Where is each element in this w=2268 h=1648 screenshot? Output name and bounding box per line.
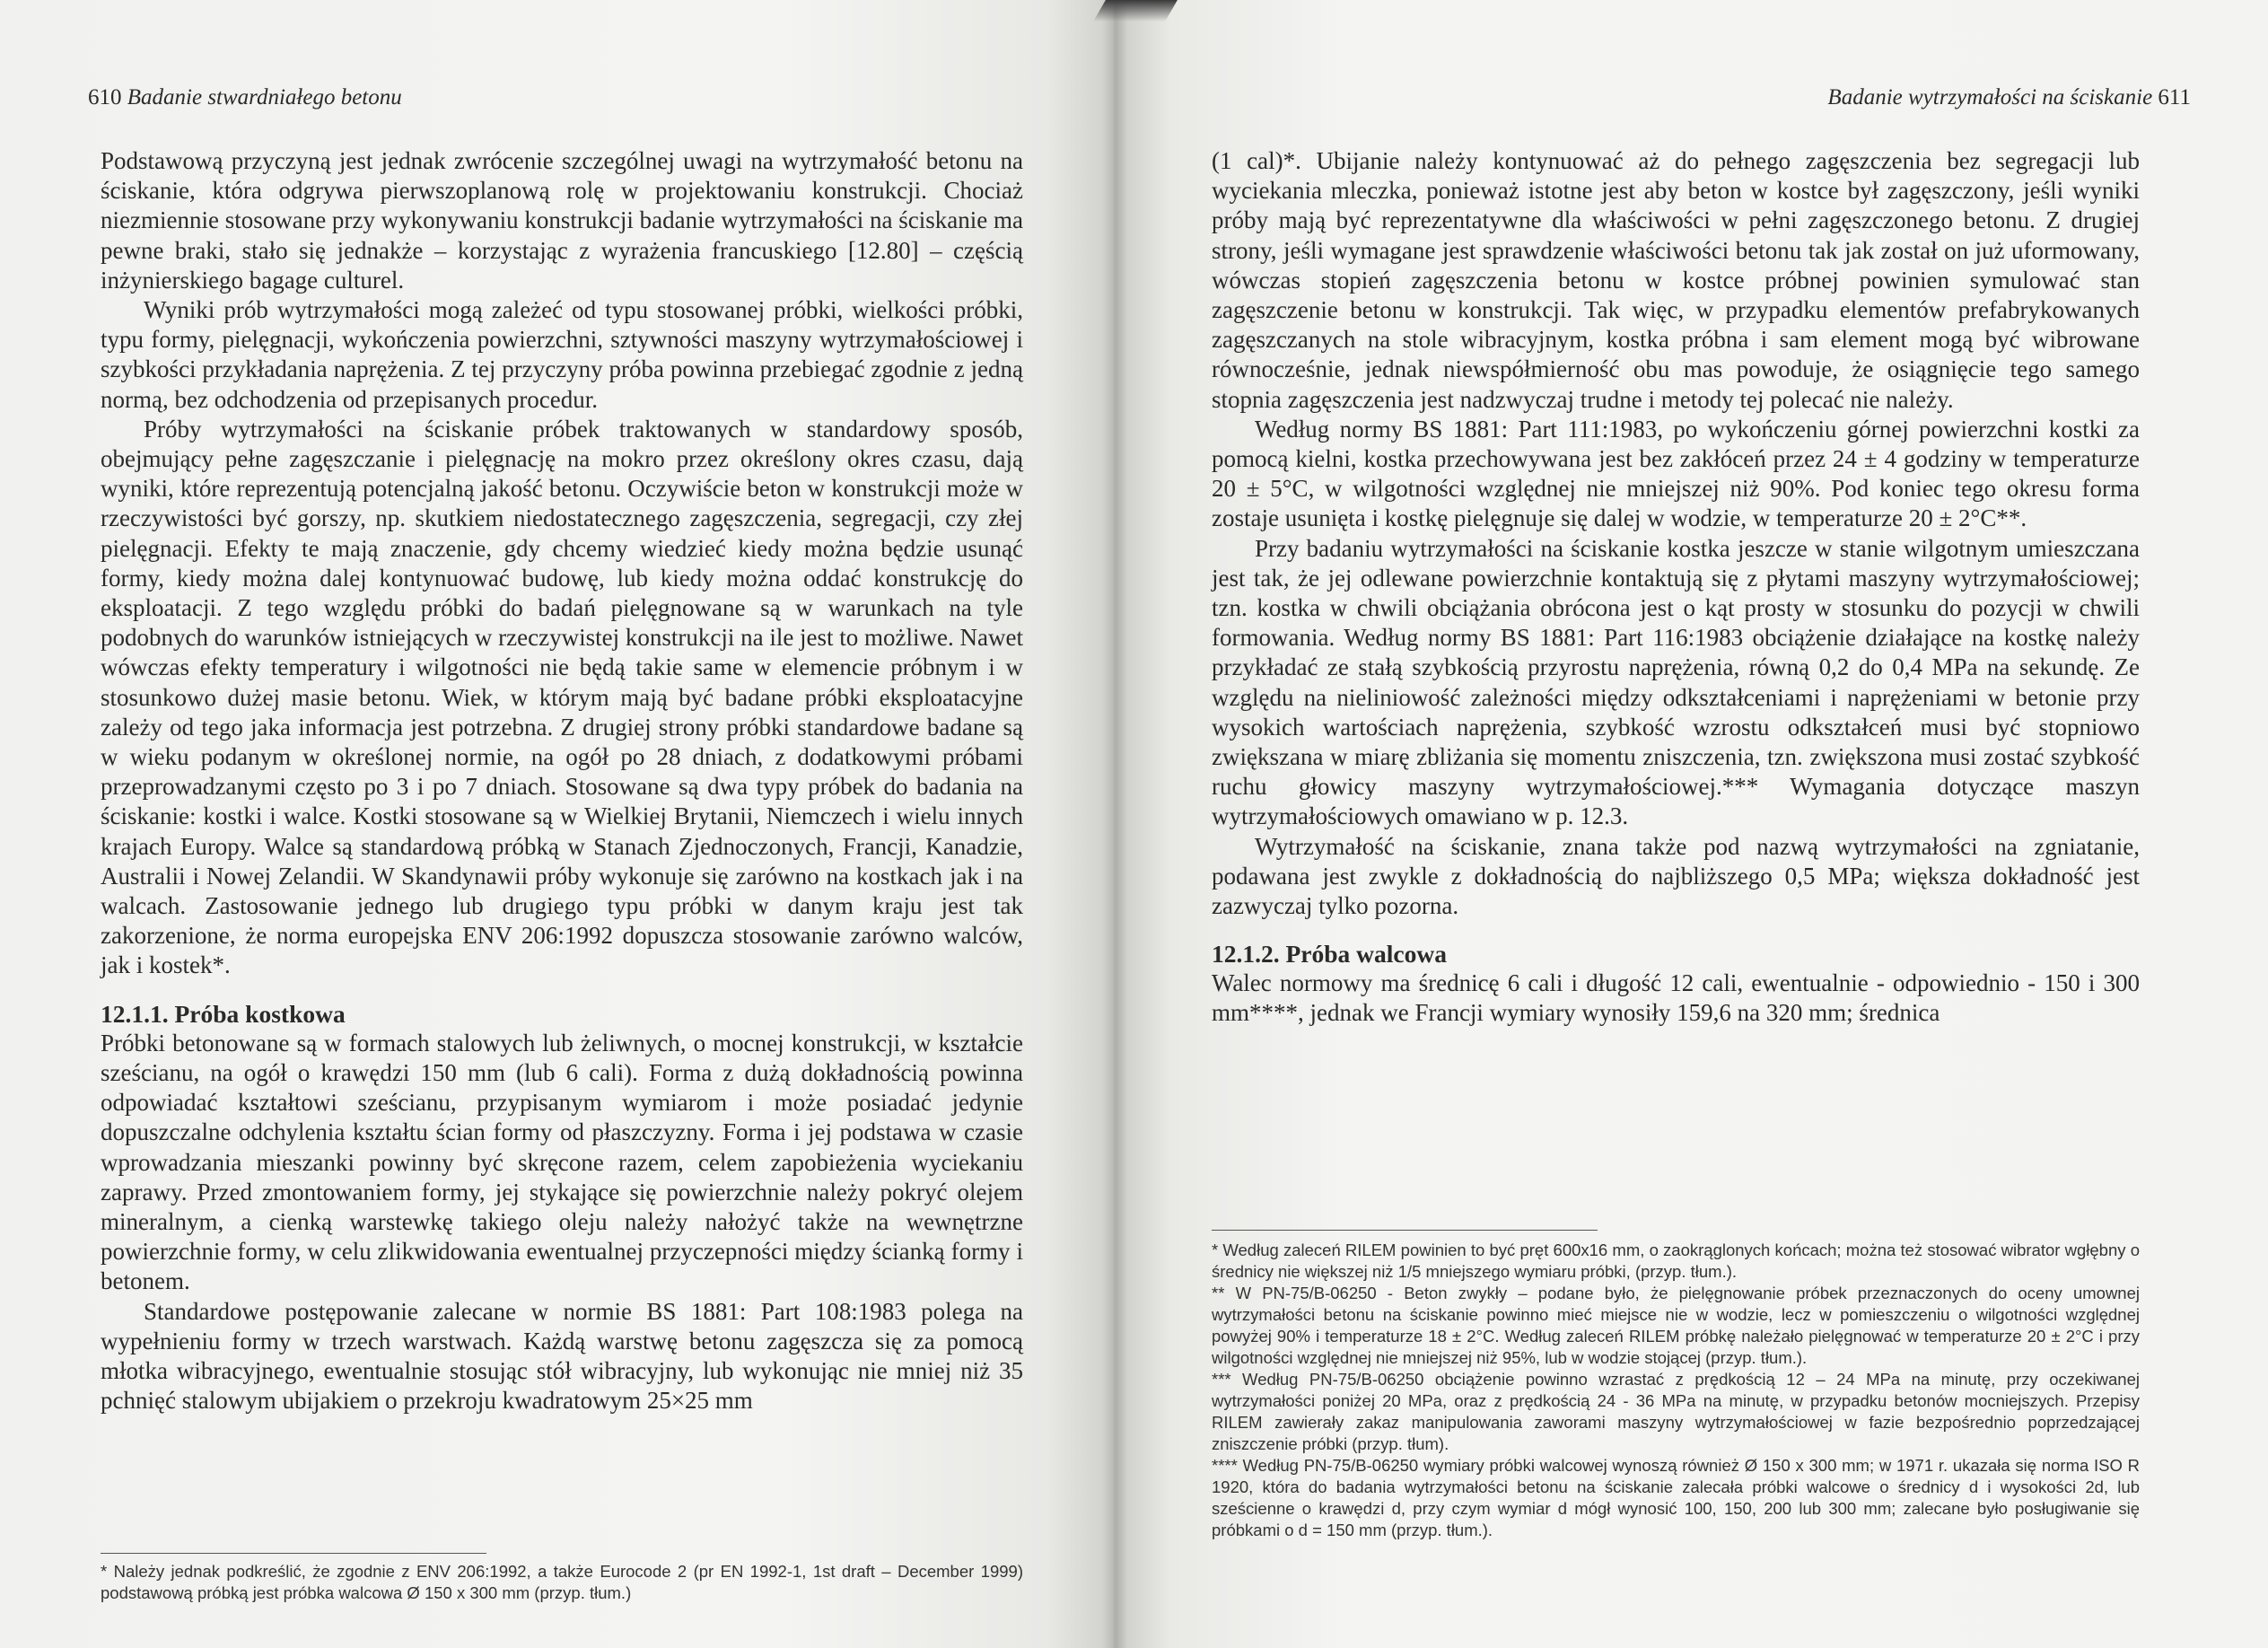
right-page bbox=[1113, 0, 2268, 1648]
paragraph: Przy badaniu wytrzymałości na ściskanie kostka jeszcze w stanie wilgotnym umieszczana jest tak, że jej odlewane powierzchnie kontaktują się z płytami maszyny wytrzymałościowej; tzn. kostka w chwili obciążania obrócona jest o kąt prosty w stosunku do pozycji w chwili formowania. Według normy BS 1881: Part 116:1983 obciążenie działające na kostkę należy przykładać ze stałą szybkością przyrostu naprężenia, równą 0,2 do 0,4 MPa na sekundę. Ze względu na nieliniowość zależności między odkształceniami i naprężeniami w betonie przy wysokich wartościach naprężenia, szybkość wzrostu odkształceń musi być stopniowo zwiększana w miarę zbliżania się momentu zniszczenia, tzn. zwiększona musi zostać szybkość ruchu głowicy maszyny wytrzymałościowej.*** Wymagania dotyczące maszyn wytrzymałościowych omawiano w p. 12.3. bbox=[1212, 534, 2140, 830]
left-footnotes bbox=[101, 1553, 1023, 1604]
footnote-rule bbox=[1212, 1230, 1598, 1231]
footnote: * Według zaleceń RILEM powinien to być pręt 600x16 mm, o zaokrąglonych końcach; można też stosować wibrator wgłębny o średnicy nie większej niż 1/5 mniejszego wymiaru próbki, (przyp. tłum.). bbox=[1212, 1240, 2140, 1281]
right-running-head bbox=[1827, 85, 2191, 110]
book-gutter bbox=[1102, 0, 1127, 1648]
footnote: * Należy jednak podkreślić, że zgodnie z ENV 206:1992, a także Eurocode 2 (pr EN 1992-1, 1st draft – December 1999) podstawową próbką jest próbka walcowa Ø 150 x 300 mm (przyp. tłum.) bbox=[101, 1562, 1023, 1602]
footnote: *** Według PN-75/B-06250 obciążenie powinno wzrastać z prędkością 12 – 24 MPa na minutę, przy oczekiwanej wytrzymałości poniżej 20 MPa, oraz z prędkością 24 - 36 MPa na minutę, w przypadku betonów mocniejszych. Przepisy RILEM zawierały zakaz manipulowania zaworami maszyny wytrzymałościowej w fazie bezpośrednio poprzedzającej zniszczenie próbki (przyp. tłum). bbox=[1212, 1370, 2140, 1453]
page-number: 611 bbox=[2158, 85, 2191, 110]
paragraph: Podstawową przyczyną jest jednak zwrócenie szczególnej uwagi na wytrzymałość betonu na ściskanie, która odgrywa pierwszoplanową rolę w projektowaniu konstrukcji. Chociaż niezmiennie stosowane przy wykonywaniu konstrukcji badanie wytrzymałości na ściskanie ma pewne braki, stało się jednakże – korzystając z wyrażenia francuskiego [12.80] – częścią inżynierskiego bagage culturel. bbox=[101, 147, 1023, 294]
footnote-rule bbox=[101, 1553, 486, 1554]
left-page bbox=[0, 0, 1113, 1648]
section-heading: 12.1.2. Próba walcowa bbox=[1212, 940, 1447, 969]
section-heading: 12.1.1. Próba kostkowa bbox=[101, 999, 346, 1028]
page-number: 610 bbox=[88, 85, 122, 110]
running-head-title: Badanie stwardniałego betonu bbox=[127, 85, 402, 110]
running-head-title: Badanie wytrzymałości na ściskanie bbox=[1827, 85, 2153, 110]
footnote: **** Według PN-75/B-06250 wymiary próbki walcowej wynoszą również Ø 150 x 300 mm; w 1971 r. ukazała się norma ISO R 1920, która do badania wytrzymałości betonu na ściskanie zalecała próbki walcowe o średnicy d i wysokości 2d, lub sześcienne o krawędzi d, przy czym wymiar d mógł wynosić 100, 150, 200 lub 300 mm; zalecane było posługiwanie się próbkami o d = 150 mm (przyp. tłum.). bbox=[1212, 1456, 2140, 1539]
paragraph: Wyniki prób wytrzymałości mogą zależeć od typu stosowanej próbki, wielkości próbki, typu formy, pielęgnacji, wykończenia powierzchni, sztywności maszyny wytrzymałościowej i szybkości przykładania naprężenia. Z tej przyczyny próba powinna przebiegać zgodnie z jedną normą, bez odchodzenia od przepisanych procedur. bbox=[101, 296, 1023, 413]
right-body bbox=[1212, 146, 2140, 1029]
paragraph: Standardowe postępowanie zalecane w normie BS 1881: Part 108:1983 polega na wypełnieniu formy w trzech warstwach. Każdą warstwę betonu zagęszcza się za pomocą młotka wibracyjnego, ewentualnie stosując stół wibracyjny, lub wykonując nie mniej niż 35 pchnięć stalowym ubijakiem o przekroju kwadratowym 25×25 mm bbox=[101, 1297, 1023, 1415]
left-running-head bbox=[88, 85, 402, 110]
paragraph: (1 cal)*. Ubijanie należy kontynuować aż do pełnego zagęszczenia bez segregacji lub wyciekania mleczka, ponieważ istotne jest aby beton w kostce był zagęszczony, jeśli wyniki próby mają być reprezentatywne dla właściwości w pełni zagęszczonego betonu. Z drugiej strony, jeśli wymagane jest sprawdzenie właściwości betonu tak jak został on już uformowany, wówczas stopień zagęszczenia betonu w kostce próbnej powinien symulować stan zagęszczenie betonu w konstrukcji. Tak więc, w przypadku elementów prefabrykowanych zagęszczanych na stole wibracyjnym, kostka próbna i sam element mogą być wibrowane równocześnie, jednak niewspółmierność obu mas powoduje, że osiągnięcie tego samego stopnia zagęszczenia jest nadzwyczaj trudne i metody tej polecać nie należy. bbox=[1212, 147, 2140, 413]
left-body bbox=[101, 146, 1023, 1416]
footnote: ** W PN-75/B-06250 - Beton zwykły – podane było, że pielęgnowanie próbek przeznaczonych do oceny umownej wytrzymałości betonu na ściskanie powinno mieć miejsce nie w wodzie, lecz w pomieszczeniu o wilgotności względnej powyżej 90% i temperaturze 18 ± 2°C. Według zaleceń RILEM próbkę należało pielęgnować w temperaturze 20 ± 2°C i przy wilgotności względnej nie mniejszej niż 95%, lub w wodzie stojącej (przyp. tłum.). bbox=[1212, 1284, 2140, 1367]
paragraph: Próby wytrzymałości na ściskanie próbek traktowanych w standardowy sposób, obejmujący pełne zagęszczanie i pielęgnację na mokro przez określony okres czasu, dają wyniki, które reprezentują potencjalną jakość betonu. Oczywiście beton w konstrukcji może w rzeczywistości być gorszy, np. skutkiem niedostatecznego zagęszczenia, segregacji, czy złej pielęgnacji. Efekty te mają znaczenie, gdy chcemy wiedzieć kiedy można będzie usunąć formy, kiedy można dalej kontynuować budowę, lub kiedy można oddać konstrukcję do eksploatacji. Z tego względu próbki do badań pielęgnowane są w warunkach na tyle podobnych do warunków istniejących w rzeczywistej konstrukcji na ile jest to możliwe. Nawet wówczas efekty temperatury i wilgotności nie będą takie same w elemencie próbnym i w stosunkowo dużej masie betonu. Wiek, w którym mają być badane próbki eksploatacyjne zależy od tego jaka informacja jest potrzebna. Z drugiej strony próbki standardowe badane są w wieku podanym w określonej normie, na ogół po 28 dniach, z dodatkowymi próbami przeprowadzanymi często po 3 i po 7 dniach. Stosowane są dwa typy próbek do badania na ściskanie: kostki i walce. Kostki stosowane są w Wielkiej Brytanii, Niemczech i wielu innych krajach Europy. Walce są standardową próbką w Stanach Zjednoczonych, Francji, Kanadzie, Australii i Nowej Zelandii. W Skandynawii próby wykonuje się zarówno na kostkach jak i na walcach. Zastosowanie jednego lub drugiego typu próbki w danym kraju jest tak zakorzenione, że norma europejska ENV 206:1992 dopuszcza stosowanie zarówno walców, jak i kostek*. bbox=[101, 415, 1023, 979]
right-footnotes bbox=[1212, 1230, 2140, 1541]
paragraph: Wytrzymałość na ściskanie, znana także pod nazwą wytrzymałości na zgniatanie, podawana jest zwykle z dokładnością do najbliższego 0,5 MPa; większa dokładność jest zazwyczaj tylko pozorna. bbox=[1212, 832, 2140, 920]
paragraph: Według normy BS 1881: Part 111:1983, po wykończeniu górnej powierzchni kostki za pomocą kielni, kostka przechowywana jest bez zakłóceń przez 24 ± 4 godziny w temperaturze 20 ± 5°C, w wilgotności względnej nie mniejszej niż 90%. Pod koniec tego okresu forma zostaje usunięta i kostkę pielęgnuje się dalej w wodzie, w temperaturze 20 ± 2°C**. bbox=[1212, 415, 2140, 532]
scan-edge bbox=[1093, 0, 1178, 22]
paragraph: Walec normowy ma średnicę 6 cali i długość 12 cali, ewentualnie - odpowiednio - 150 i 300 mm****, jednak we Francji wymiary wynosiły 159,6 na 320 mm; średnica bbox=[1212, 969, 2140, 1027]
paragraph: Próbki betonowane są w formach stalowych lub żeliwnych, o mocnej konstrukcji, w kształcie sześcianu, na ogół o krawędzi 150 mm (lub 6 cali). Forma z dużą dokładnością powinna odpowiadać kształtowi sześcianu, przypisanym wymiarom i może posiadać jedynie dopuszczalne odchylenia kształtu ścian formy od płaszczyzny. Forma i jej podstawa w czasie wprowadzania mieszanki powinny być skręcone razem, celem zapobieżenia wyciekaniu zaprawy. Przed zmontowaniem formy, jej stykające się powierzchnie należy pokryć olejem mineralnym, a cienką warstewkę takiego oleju należy nałożyć także na wewnętrzne powierzchnie formy, w celu zlikwidowania ewentualnej przyczepności między ścianką formy i betonem. bbox=[101, 1029, 1023, 1295]
